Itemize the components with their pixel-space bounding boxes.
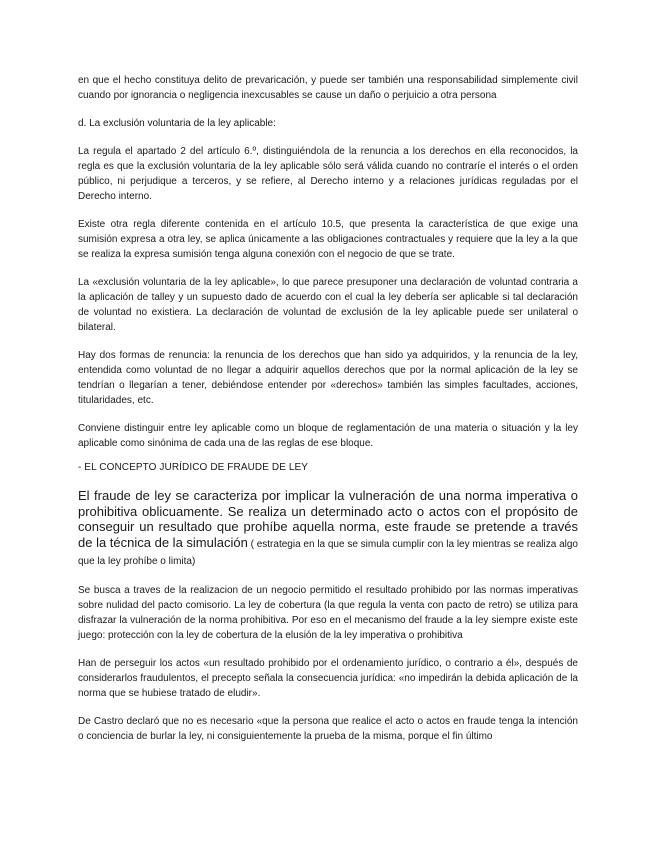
paragraph-fraude-definition <box>78 488 578 570</box>
fraude-definition-note: ( estrategia en la que se simula cumplir con la ley mientras se realiza algo que la ley prohíbe o limita) <box>78 538 578 567</box>
document-page <box>78 73 578 744</box>
section-heading-exclusion: d. La exclusión voluntaria de la ley aplicable: <box>78 118 276 129</box>
paragraph-continuation: en que el hecho constituya delito de prevaricación, y puede ser también una responsabilidad simplemente civil cuando por ignorancia o negligencia inexcusables se cause un daño o perjuicio a otra persona <box>78 75 578 101</box>
paragraph-article-6: La regula el apartado 2 del artículo 6.º, distinguiéndola de la renuncia a los derechos en ella reconocidos, la regla es que la exclusión voluntaria de la ley aplicable sólo será válida cuando no contraríe el interés o el orden público, ni perjudique a terceros, y se refiere, al Derecho interno y a relaciones jurídicas reguladas por el Derecho interno. <box>78 146 578 202</box>
paragraph-renuncia: Hay dos formas de renuncia: la renuncia de los derechos que han sido ya adquiridos, y la renuncia de la ley, entendida como voluntad de no llegar a adquirir aquellos derechos que por la normal aplicación de la ley se tendrían o llegarían a tener, debiéndose entender por «derechos» también las simples facultades, acciones, titularidades, etc. <box>78 350 578 406</box>
paragraph-article-10-5: Existe otra regla diferente contenida en el artículo 10.5, que presenta la característica de que exige una sumisión expresa a otra ley, se aplica únicamente a las obligaciones contractuales y requiere que la ley a la que se realiza la expresa sumisión tenga alguna conexión con el negocio de que se trate. <box>78 219 578 260</box>
paragraph-exclusion-definition: La «exclusión voluntaria de la ley aplicable», lo que parece presuponer una declaración de voluntad contraria a la aplicación de talley y un supuesto dado de acuerdo con el cual la ley debería ser aplicable si tal declaración de voluntad no existiera. La declaración de voluntad de exclusión de la ley aplicable puede ser unilateral o bilateral. <box>78 277 578 333</box>
fraude-definition-main: El fraude de ley se caracteriza por implicar la vulneración de una norma imperativa o prohibitiva oblicuamente. Se realiza un determinado acto o actos con el propósito de conseguir un resultado que prohíbe aquella norma, este fraude se pretende a través de la técnica de la simulación <box>78 488 578 550</box>
paragraph-consecuencia-juridica: Han de perseguir los actos «un resultado prohibido por el ordenamiento jurídico, o contrario a él», después de considerarlos fraudulentos, el precepto señala la consecuencia jurídica: «no impedirán la debida aplicación de la norma que se hubiese tratado de eludir». <box>78 657 578 699</box>
section-heading-fraude: - EL CONCEPTO JURÍDICO DE FRAUDE DE LEY <box>78 462 309 473</box>
paragraph-ley-aplicable: Conviene distinguir entre ley aplicable como un bloque de reglamentación de una materia o situación y la ley aplicable como sinónima de cada una de las reglas de ese bloque. <box>78 423 578 449</box>
paragraph-negocio-permitido: Se busca a traves de la realizacion de un negocio permitido el resultado prohibido por las normas imperativas sobre nulidad del pacto comisorio. La ley de cobertura (la que regula la venta con pacto de retro) se utiliza para disfrazar la vulneración de la norma prohibitiva. Por eso en el mecanismo del fraude a la ley siempre existe este juego: protección con la ley de cobertura de la elusión de la ley imperativa o prohibitiva <box>78 584 578 641</box>
paragraph-de-castro: De Castro declaró que no es necesario «que la persona que realice el acto o actos en fraude tenga la intención o conciencia de burlar la ley, ni consiguientemente la prueba de la misma, porque el fin último <box>78 715 578 742</box>
